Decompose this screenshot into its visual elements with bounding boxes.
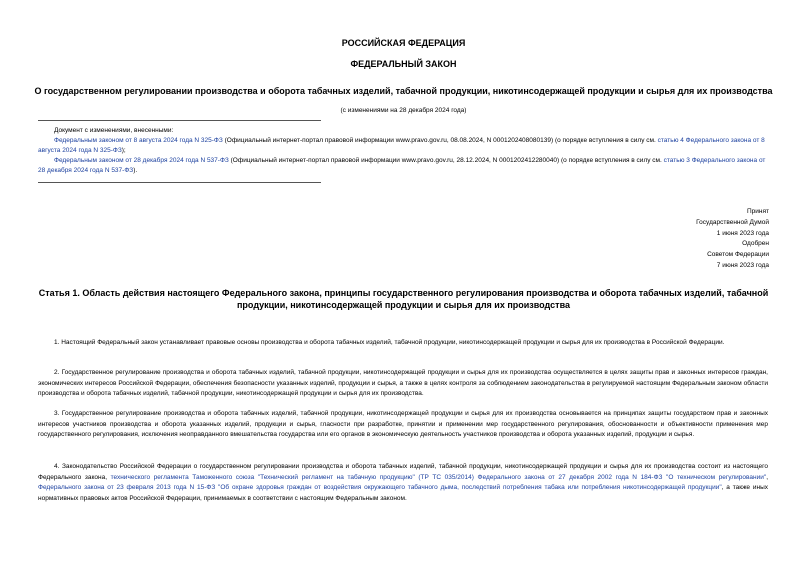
amendments-block	[38, 126, 768, 176]
approved-by: Советом Федерации	[707, 251, 769, 259]
paragraph-text: 3. Государственное регулирование производства и оборота табачных изделий, табачной продукции, никотинсодержащей продукции и сырья для их производства основывается на принципах защиты государством прав и законных интересов участников производства и оборота указанных изделий, продукции и сырья, гласности при разработке, принятии и применении мер государственного регулирования, обоснованности и объективности применения мер государственного регулирования, исключения неоправданного вмешательства государства или его органов в экономическую деятельность участников производства и оборота указанных изделий, продукции и сырья.	[38, 410, 768, 439]
tr-ts-link[interactable]: технического регламента Таможенного союза "Технический регламент на табачную продукцию" (ТР ТС 035/2014)	[110, 473, 474, 481]
amendment-article-link-325[interactable]: статью 4 Федерального закона от 8 августа 2024 года N 325-ФЗ	[38, 137, 765, 154]
amendment-item	[38, 156, 768, 176]
paragraph-1	[38, 338, 768, 349]
approved-date: 7 июня 2023 года	[716, 261, 769, 269]
paragraph-text	[38, 462, 768, 504]
country-heading: РОССИЙСКАЯ ФЕДЕРАЦИЯ	[341, 38, 466, 48]
paragraph-2	[38, 368, 768, 400]
top-divider	[38, 120, 321, 121]
adopted-by: Государственной Думой	[696, 218, 769, 226]
fz-15-link[interactable]: Федерального закона от 23 февраля 2013 года N 15-ФЗ "Об охране здоровья граждан от воздействия окружающего табачного дыма, последствий потребления табака или потребления никотинсодержащей продукции"	[38, 484, 722, 492]
amendments-intro: Документ с изменениями, внесенными:	[54, 127, 174, 134]
amendment-text: (Официальный интернет-портал правовой информации www.pravo.gov.ru, 28.12.2024, N 0001202412280040) (о порядке вступления в силу см.	[228, 157, 664, 164]
amendment-tail: );	[121, 147, 126, 154]
bottom-divider	[38, 182, 321, 183]
adopted-label: Принят	[746, 208, 769, 215]
amendment-link-325[interactable]: Федеральным законом от 8 августа 2024 года N 325-ФЗ	[54, 137, 223, 144]
paragraph-text: 1. Настоящий Федеральный закон устанавливает правовые основы производства и оборота табачных изделий, табачной продукции, никотинсодержащей продукции и сырья для их производства в Российской Федерации.	[54, 339, 725, 346]
amendment-article-link-537[interactable]: статью 3 Федерального закона от 28 декабря 2024 года N 537-ФЗ	[38, 157, 766, 174]
law-type-heading: ФЕДЕРАЛЬНЫЙ ЗАКОН	[350, 59, 457, 69]
fz-184-link[interactable]: Федерального закона от 27 декабря 2002 года N 184-ФЗ "О техническом регулировании"	[477, 473, 767, 481]
paragraph-3	[38, 409, 768, 441]
p4-text-d: , а также иных нормативных правовых актов Российской Федерации, принимаемых в соответствии с настоящим Федеральным законом.	[38, 484, 768, 502]
law-title: О государственном регулировании производства и оборота табачных изделий, табачной продукции, никотинсодержащей продукции и сырья для их производства	[34, 86, 773, 96]
approved-label: Одобрен	[742, 240, 769, 248]
amendment-link-537[interactable]: Федеральным законом от 28 декабря 2024 года N 537-ФЗ	[54, 157, 229, 164]
amendment-note: (с изменениями на 28 декабря 2024 года)	[340, 107, 467, 114]
p4-text-a: 4. Законодательство Российской Федерации о государственном регулировании производства и оборота табачных изделий, табачной продукции, никотинсодержащей продукции и сырья для их производства состоит из настоящего Федерального закона,	[38, 463, 768, 481]
paragraph-text: 2. Государственное регулирование производства и оборота табачных изделий, табачной продукции, никотинсодержащей продукции и сырья для их производства осуществляется в целях защиты прав и законных интересов граждан, экономических интересов Российской Федерации, обеспечения безопасности указанных изделий, продукции и сырья, а также в целях контроля за соблюдением законодательства в регулируемой настоящим Федеральным законом области производства и оборота табачных изделий, табачной продукции, никотинсодержащей продукции и сырья для их производства.	[38, 369, 768, 398]
amendment-tail: ).	[133, 167, 138, 174]
adopted-date: 1 июня 2023 года	[716, 229, 769, 237]
p4-text-c: ,	[766, 473, 768, 481]
adoption-block	[569, 207, 769, 272]
article-title: Статья 1. Область действия настоящего Федерального закона, принципы государственного регулирования производства и оборота табачных изделий, табачной продукции, никотинсодержащей продукции и сырья для их производства	[38, 288, 769, 310]
amendment-text: (Официальный интернет-портал правовой информации www.pravo.gov.ru, 08.08.2024, N 0001202408080139) (о порядке вступления в силу см.	[222, 137, 658, 144]
paragraph-4	[38, 462, 768, 504]
amendment-item	[38, 136, 768, 156]
